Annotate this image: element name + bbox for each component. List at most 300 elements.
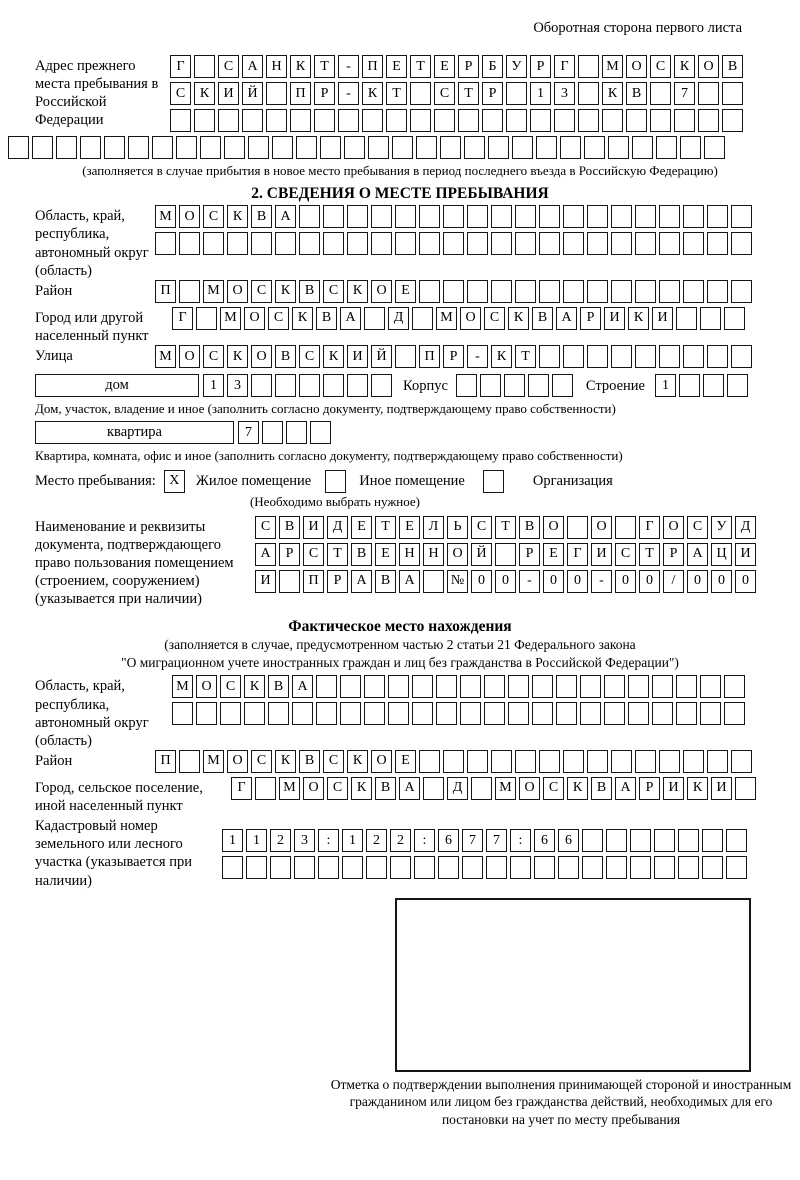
char-box[interactable]: Р [580,307,601,330]
char-box[interactable] [707,205,728,228]
char-box[interactable]: 7 [486,829,507,852]
char-box[interactable] [484,702,505,725]
char-box[interactable] [698,109,719,132]
char-box[interactable]: Т [515,345,536,368]
char-box[interactable] [582,829,603,852]
char-box[interactable]: В [591,777,612,800]
char-box[interactable]: О [251,345,272,368]
char-box[interactable] [676,675,697,698]
char-box[interactable]: У [711,516,732,539]
char-box[interactable]: С [299,345,320,368]
char-box[interactable] [323,205,344,228]
char-box[interactable] [80,136,101,159]
char-box[interactable] [410,82,431,105]
char-box[interactable]: И [604,307,625,330]
char-box[interactable]: В [351,543,372,566]
char-box[interactable] [316,675,337,698]
char-box[interactable] [626,109,647,132]
char-box[interactable] [632,136,653,159]
char-box[interactable]: А [275,205,296,228]
char-box[interactable] [630,856,651,879]
char-box[interactable]: Е [386,55,407,78]
char-box[interactable] [674,109,695,132]
char-box[interactable] [467,280,488,303]
char-box[interactable]: 1 [530,82,551,105]
char-box[interactable]: Р [443,345,464,368]
char-box[interactable]: И [347,345,368,368]
org-checkbox[interactable] [483,470,504,493]
char-box[interactable] [460,675,481,698]
char-box[interactable]: К [508,307,529,330]
char-box[interactable] [364,675,385,698]
char-box[interactable] [491,232,512,255]
char-box[interactable]: А [292,675,313,698]
char-box[interactable]: П [362,55,383,78]
char-box[interactable] [539,750,560,773]
char-box[interactable] [266,109,287,132]
char-box[interactable] [294,856,315,879]
char-box[interactable] [270,856,291,879]
char-box[interactable]: С [251,280,272,303]
char-box[interactable]: 1 [203,374,224,397]
char-box[interactable]: Е [395,280,416,303]
char-box[interactable] [512,136,533,159]
char-box[interactable] [700,307,721,330]
char-box[interactable] [242,109,263,132]
char-box[interactable] [628,675,649,698]
char-box[interactable]: 0 [567,570,588,593]
char-box[interactable] [504,374,525,397]
char-box[interactable]: И [735,543,756,566]
char-box[interactable] [602,109,623,132]
char-box[interactable]: С [203,205,224,228]
char-box[interactable]: С [543,777,564,800]
char-box[interactable]: В [251,205,272,228]
char-box[interactable]: Н [423,543,444,566]
char-box[interactable] [412,307,433,330]
char-box[interactable]: О [179,205,200,228]
char-box[interactable] [460,702,481,725]
char-box[interactable]: - [519,570,540,593]
char-box[interactable] [440,136,461,159]
char-box[interactable]: А [242,55,263,78]
char-box[interactable]: Е [351,516,372,539]
char-box[interactable]: К [275,280,296,303]
char-box[interactable] [386,109,407,132]
char-box[interactable] [578,55,599,78]
char-box[interactable]: 0 [615,570,636,593]
char-box[interactable]: Т [458,82,479,105]
char-box[interactable] [392,136,413,159]
char-box[interactable] [652,675,673,698]
char-box[interactable] [722,109,743,132]
char-box[interactable] [224,136,245,159]
char-box[interactable] [679,374,700,397]
char-box[interactable] [567,516,588,539]
char-box[interactable]: А [615,777,636,800]
char-box[interactable]: С [323,750,344,773]
char-box[interactable]: С [303,543,324,566]
char-box[interactable]: В [722,55,743,78]
char-box[interactable] [532,675,553,698]
char-box[interactable] [635,750,656,773]
char-box[interactable]: 0 [471,570,492,593]
char-box[interactable] [587,345,608,368]
char-box[interactable]: К [674,55,695,78]
char-box[interactable]: М [203,280,224,303]
char-box[interactable] [506,109,527,132]
char-box[interactable] [530,109,551,132]
char-box[interactable] [104,136,125,159]
char-box[interactable]: К [290,55,311,78]
char-box[interactable]: К [628,307,649,330]
char-box[interactable] [515,750,536,773]
char-box[interactable] [152,136,173,159]
char-box[interactable] [635,345,656,368]
char-box[interactable] [172,702,193,725]
char-box[interactable] [423,570,444,593]
char-box[interactable] [371,232,392,255]
char-box[interactable]: Й [371,345,392,368]
char-box[interactable] [683,750,704,773]
char-box[interactable]: В [279,516,300,539]
char-box[interactable] [611,345,632,368]
char-box[interactable]: 3 [227,374,248,397]
char-box[interactable]: М [495,777,516,800]
char-box[interactable]: 6 [438,829,459,852]
char-box[interactable] [654,829,675,852]
char-box[interactable] [275,374,296,397]
char-box[interactable]: Е [543,543,564,566]
char-box[interactable] [608,136,629,159]
char-box[interactable] [179,232,200,255]
char-box[interactable] [683,345,704,368]
char-box[interactable] [436,702,457,725]
char-box[interactable] [340,702,361,725]
char-box[interactable] [275,232,296,255]
char-box[interactable] [652,702,673,725]
char-box[interactable] [364,307,385,330]
char-box[interactable] [700,675,721,698]
char-box[interactable] [606,856,627,879]
char-box[interactable]: И [663,777,684,800]
char-box[interactable] [196,307,217,330]
char-box[interactable] [320,136,341,159]
char-box[interactable] [615,516,636,539]
char-box[interactable] [707,232,728,255]
char-box[interactable]: С [251,750,272,773]
char-box[interactable]: М [155,205,176,228]
char-box[interactable] [299,374,320,397]
char-box[interactable] [176,136,197,159]
char-box[interactable]: Р [482,82,503,105]
char-box[interactable]: О [519,777,540,800]
char-box[interactable] [534,856,555,879]
char-box[interactable] [414,856,435,879]
char-box[interactable]: Р [663,543,684,566]
char-box[interactable] [659,750,680,773]
char-box[interactable] [323,232,344,255]
char-box[interactable] [528,374,549,397]
char-box[interactable] [395,232,416,255]
char-box[interactable]: В [299,750,320,773]
char-box[interactable] [388,702,409,725]
char-box[interactable] [611,280,632,303]
char-box[interactable]: С [327,777,348,800]
char-box[interactable]: С [203,345,224,368]
char-box[interactable]: К [275,750,296,773]
char-box[interactable] [314,109,335,132]
char-box[interactable] [628,702,649,725]
char-box[interactable] [436,675,457,698]
char-box[interactable] [554,109,575,132]
char-box[interactable]: Р [639,777,660,800]
char-box[interactable]: И [218,82,239,105]
char-box[interactable]: - [591,570,612,593]
char-box[interactable] [726,856,747,879]
char-box[interactable] [584,136,605,159]
char-box[interactable] [676,307,697,330]
char-box[interactable] [251,232,272,255]
char-box[interactable]: О [227,750,248,773]
char-box[interactable]: С [471,516,492,539]
char-box[interactable]: Ь [447,516,468,539]
char-box[interactable]: Р [279,543,300,566]
char-box[interactable] [722,82,743,105]
char-box[interactable] [587,750,608,773]
char-box[interactable] [563,232,584,255]
char-box[interactable] [244,702,265,725]
char-box[interactable]: Е [434,55,455,78]
char-box[interactable]: 0 [687,570,708,593]
char-box[interactable] [731,205,752,228]
char-box[interactable]: : [414,829,435,852]
char-box[interactable]: А [556,307,577,330]
char-box[interactable] [364,702,385,725]
char-box[interactable] [323,374,344,397]
char-box[interactable]: К [602,82,623,105]
char-box[interactable] [604,702,625,725]
char-box[interactable]: Г [172,307,193,330]
char-box[interactable]: Й [242,82,263,105]
char-box[interactable] [296,136,317,159]
char-box[interactable]: С [615,543,636,566]
char-box[interactable]: М [172,675,193,698]
char-box[interactable] [443,280,464,303]
char-box[interactable] [556,702,577,725]
char-box[interactable]: Ц [711,543,732,566]
char-box[interactable]: Т [386,82,407,105]
char-box[interactable]: М [220,307,241,330]
char-box[interactable] [419,750,440,773]
char-box[interactable]: С [170,82,191,105]
char-box[interactable]: К [292,307,313,330]
char-box[interactable] [32,136,53,159]
char-box[interactable] [552,374,573,397]
char-box[interactable]: № [447,570,468,593]
char-box[interactable] [515,205,536,228]
char-box[interactable] [702,856,723,879]
char-box[interactable]: Г [231,777,252,800]
char-box[interactable] [563,345,584,368]
char-box[interactable] [659,280,680,303]
char-box[interactable] [604,675,625,698]
char-box[interactable] [491,750,512,773]
char-box[interactable] [438,856,459,879]
char-box[interactable]: П [419,345,440,368]
char-box[interactable] [443,750,464,773]
char-box[interactable] [443,205,464,228]
char-box[interactable] [587,232,608,255]
char-box[interactable]: К [227,345,248,368]
char-box[interactable] [659,232,680,255]
char-box[interactable]: К [567,777,588,800]
char-box[interactable] [347,374,368,397]
char-box[interactable]: М [436,307,457,330]
char-box[interactable] [262,421,283,444]
char-box[interactable] [508,702,529,725]
char-box[interactable] [179,750,200,773]
char-box[interactable] [419,205,440,228]
char-box[interactable] [611,232,632,255]
char-box[interactable]: Р [314,82,335,105]
char-box[interactable]: Е [399,516,420,539]
char-box[interactable] [423,777,444,800]
char-box[interactable] [416,136,437,159]
char-box[interactable] [222,856,243,879]
char-box[interactable] [395,205,416,228]
char-box[interactable] [467,205,488,228]
char-box[interactable]: 6 [558,829,579,852]
inoe-checkbox[interactable] [325,470,346,493]
char-box[interactable] [532,702,553,725]
char-box[interactable] [419,280,440,303]
char-box[interactable] [578,109,599,132]
char-box[interactable] [371,374,392,397]
char-box[interactable]: Е [395,750,416,773]
char-box[interactable] [482,109,503,132]
char-box[interactable] [606,829,627,852]
char-box[interactable] [170,109,191,132]
char-box[interactable] [467,750,488,773]
char-box[interactable]: О [626,55,647,78]
char-box[interactable] [539,205,560,228]
char-box[interactable]: М [602,55,623,78]
char-box[interactable] [488,136,509,159]
char-box[interactable]: В [532,307,553,330]
char-box[interactable] [563,205,584,228]
char-box[interactable] [703,374,724,397]
char-box[interactable] [318,856,339,879]
char-box[interactable]: В [519,516,540,539]
char-box[interactable] [580,675,601,698]
char-box[interactable] [128,136,149,159]
char-box[interactable] [218,109,239,132]
char-box[interactable]: 1 [246,829,267,852]
char-box[interactable]: А [399,570,420,593]
char-box[interactable] [419,232,440,255]
char-box[interactable]: 0 [495,570,516,593]
char-box[interactable] [678,829,699,852]
char-box[interactable] [539,280,560,303]
char-box[interactable]: Г [639,516,660,539]
char-box[interactable] [724,307,745,330]
char-box[interactable] [726,829,747,852]
char-box[interactable]: П [303,570,324,593]
char-box[interactable]: 7 [674,82,695,105]
char-box[interactable]: Т [375,516,396,539]
char-box[interactable] [539,345,560,368]
char-box[interactable]: О [543,516,564,539]
char-box[interactable]: / [663,570,684,593]
char-box[interactable] [340,675,361,698]
char-box[interactable] [731,750,752,773]
char-box[interactable]: К [351,777,372,800]
char-box[interactable] [316,702,337,725]
char-box[interactable]: О [303,777,324,800]
char-box[interactable]: О [179,345,200,368]
char-box[interactable] [580,702,601,725]
char-box[interactable] [635,280,656,303]
char-box[interactable]: 2 [270,829,291,852]
char-box[interactable] [587,205,608,228]
char-box[interactable] [510,856,531,879]
char-box[interactable] [635,205,656,228]
char-box[interactable] [371,205,392,228]
char-box[interactable]: Р [530,55,551,78]
char-box[interactable] [650,109,671,132]
char-box[interactable] [292,702,313,725]
char-box[interactable] [299,232,320,255]
char-box[interactable] [462,856,483,879]
char-box[interactable]: В [275,345,296,368]
char-box[interactable]: - [467,345,488,368]
char-box[interactable] [194,109,215,132]
char-box[interactable]: Й [471,543,492,566]
char-box[interactable]: К [687,777,708,800]
char-box[interactable]: А [687,543,708,566]
char-box[interactable]: С [484,307,505,330]
char-box[interactable] [484,675,505,698]
char-box[interactable]: Г [170,55,191,78]
kvartira-type-box[interactable]: квартира [35,421,234,444]
char-box[interactable]: К [347,280,368,303]
char-box[interactable] [582,856,603,879]
char-box[interactable]: О [698,55,719,78]
char-box[interactable] [266,82,287,105]
char-box[interactable] [342,856,363,879]
char-box[interactable]: В [626,82,647,105]
char-box[interactable]: Е [375,543,396,566]
char-box[interactable]: 2 [390,829,411,852]
char-box[interactable]: А [399,777,420,800]
char-box[interactable]: Г [554,55,575,78]
char-box[interactable] [480,374,501,397]
char-box[interactable]: И [652,307,673,330]
char-box[interactable]: Т [327,543,348,566]
char-box[interactable] [735,777,756,800]
char-box[interactable] [731,345,752,368]
char-box[interactable] [220,702,241,725]
char-box[interactable]: П [155,280,176,303]
char-box[interactable] [486,856,507,879]
char-box[interactable]: 6 [534,829,555,852]
char-box[interactable] [368,136,389,159]
char-box[interactable] [731,280,752,303]
char-box[interactable]: О [227,280,248,303]
char-box[interactable]: К [491,345,512,368]
char-box[interactable]: 3 [294,829,315,852]
